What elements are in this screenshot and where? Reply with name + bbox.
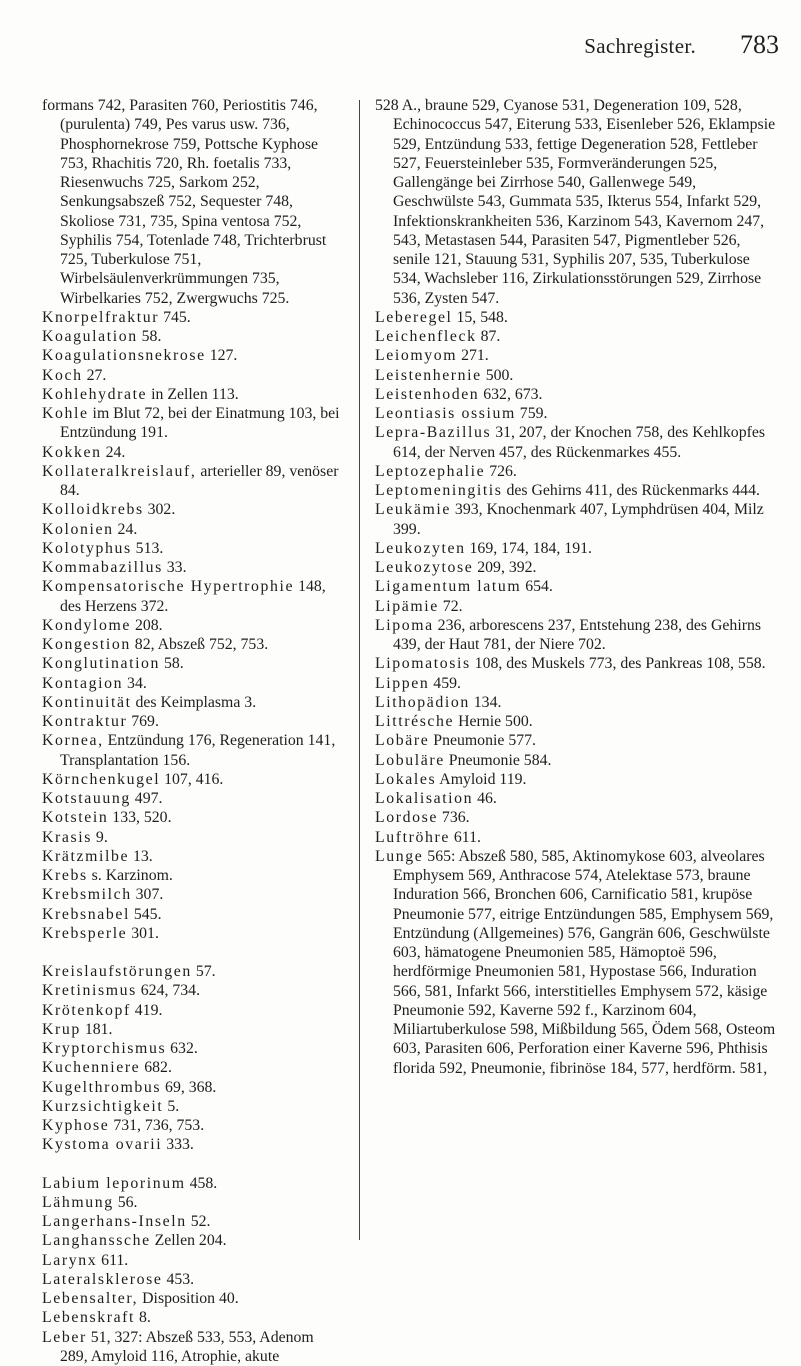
- entry-headword: Kohlehydrate: [42, 386, 147, 403]
- entry-headword: Langhanssche: [42, 1232, 151, 1249]
- entry-headword: Kryptorchismus: [42, 1040, 166, 1057]
- index-entry: [42, 1212, 342, 1231]
- entry-references: 82, Abszeß 752, 753.: [131, 636, 268, 653]
- entry-references: 56.: [114, 1194, 138, 1211]
- index-entry: [42, 674, 342, 693]
- index-entry: [42, 616, 342, 635]
- entry-references: 500.: [482, 367, 514, 384]
- index-entry: [375, 731, 780, 750]
- entry-headword: Kohle: [42, 405, 89, 422]
- index-entry: [375, 558, 780, 577]
- entry-references: 301.: [127, 925, 159, 942]
- entry-headword: Ligamentum latum: [375, 578, 521, 595]
- entry-headword: Leukämie: [375, 501, 451, 518]
- entry-headword: Krätzmilbe: [42, 848, 129, 865]
- entry-headword: Kolloidkrebs: [42, 501, 144, 518]
- entry-references: 208.: [131, 617, 163, 634]
- entry-references: s. Karzinom.: [88, 867, 173, 884]
- entry-headword: Leistenhoden: [375, 386, 479, 403]
- entry-headword: Kommabazillus: [42, 559, 163, 576]
- index-entry: [375, 808, 780, 827]
- index-entry: [42, 731, 342, 770]
- entry-references: 51, 327: Abszeß 533, 553, Adenom 289, Amyloid 116, Atrophie, akute: [60, 1329, 314, 1365]
- index-entry: [375, 327, 780, 346]
- entry-references: 458.: [186, 1175, 218, 1192]
- index-entry: [42, 1135, 342, 1154]
- entry-headword: Leberegel: [375, 309, 453, 326]
- entry-headword: Kuchenniere: [42, 1059, 140, 1076]
- index-entry: [375, 674, 780, 693]
- index-entry: [42, 654, 342, 673]
- entry-references: 8.: [135, 1309, 151, 1326]
- entry-references: 759.: [516, 405, 548, 422]
- entry-headword: Krebsperle: [42, 925, 127, 942]
- entry-headword: Krasis: [42, 829, 92, 846]
- index-entry: [42, 693, 342, 712]
- entry-headword: Littrésche: [375, 713, 454, 730]
- index-entry: [42, 962, 342, 981]
- entry-references: 34.: [123, 675, 147, 692]
- entry-headword: Labium leporinum: [42, 1175, 186, 1192]
- entry-references: 24.: [102, 444, 126, 461]
- entry-references: Pneumonie 584.: [445, 752, 552, 769]
- index-entry: [42, 770, 342, 789]
- index-entry: [42, 712, 342, 731]
- entry-headword: Kompensatorische Hypertrophie: [42, 578, 294, 595]
- entry-references: Disposition 40.: [138, 1290, 239, 1307]
- entry-references: 52.: [187, 1213, 211, 1230]
- index-entry: [375, 577, 780, 596]
- index-entry: [375, 616, 780, 655]
- entry-headword: Leukozyten: [375, 540, 466, 557]
- index-entry: [42, 847, 342, 866]
- index-entry: [42, 577, 342, 616]
- entry-references: 33.: [163, 559, 187, 576]
- entry-references: arterieller 89, venöser 84.: [60, 463, 338, 499]
- entry-headword: Lipoma: [375, 617, 434, 634]
- entry-references: 611.: [97, 1252, 128, 1269]
- index-entry: [42, 981, 342, 1000]
- entry-headword: Lobuläre: [375, 752, 445, 769]
- entry-references: 148, des Herzens 372.: [60, 578, 326, 614]
- entry-references: 134.: [470, 694, 502, 711]
- entry-references: 133, 520.: [108, 809, 171, 826]
- entry-headword: Krebs: [42, 867, 88, 884]
- entry-headword: Koagulationsnekrose: [42, 347, 206, 364]
- entry-references: 27.: [83, 367, 107, 384]
- index-entry: [42, 1270, 342, 1289]
- entry-headword: Leber: [42, 1329, 87, 1346]
- entry-headword: Krup: [42, 1021, 81, 1038]
- entry-references: 302.: [144, 501, 176, 518]
- entry-headword: Lepra-Bazillus: [375, 424, 491, 441]
- index-entry: [375, 481, 780, 500]
- index-entry: [42, 1289, 342, 1308]
- entry-headword: Kolonien: [42, 521, 114, 538]
- entry-references: 333.: [162, 1136, 194, 1153]
- entry-references: 726.: [485, 463, 517, 480]
- entry-references: 15, 548.: [453, 309, 508, 326]
- index-entry: [42, 443, 342, 462]
- index-entry: [42, 520, 342, 539]
- index-entry: [375, 385, 780, 404]
- entry-headword: Lunge: [375, 848, 423, 865]
- entry-headword: Lobäre: [375, 732, 429, 749]
- entry-headword: Lebenskraft: [42, 1309, 135, 1326]
- entry-references: Hernie 500.: [454, 713, 533, 730]
- index-entry: [42, 1058, 342, 1077]
- index-entry: [42, 346, 342, 365]
- entry-headword: Kystoma ovarii: [42, 1136, 162, 1153]
- entry-references: 393, Knochenmark 407, Lymphdrüsen 404, Milz 399.: [393, 501, 764, 537]
- entry-references: 632, 673.: [479, 386, 542, 403]
- entry-references: 513.: [132, 540, 164, 557]
- entry-references: 31, 207, der Knochen 758, des Kehlkopfes 614, der Nerven 457, des Rückenmarkes 455.: [393, 424, 765, 460]
- index-entry: [42, 828, 342, 847]
- entry-references: 46.: [473, 790, 497, 807]
- entry-references: 565: Abszeß 580, 585, Aktinomykose 603, alveolares Emphysem 569, Anthracose 574, Atelektase 573, braune Induration 566, Bronchen 606, Carnificatio 581, krupöse Pneumonie 577, eitrige Entzündungen 585, Emphysem 569, Entzündung (Allgemeines) 576, Gangrän 606, Geschwülste 603, hämatogene Pneumonien 585, Hämoptoë 596, herdförmige Pneumonien 581, Hypostase 566, Induration 566, 581, Infarkt 566, interstitielles Emphysem 572, käsige Pneumonie 592, Kaverne 592 f., Karzinom 604, Miliartuberkulose 598, Mißbildung 565, Ödem 568, Osteom 603, Parasiten 606, Perforation einer Kaverne 596, Phthisis florida 592, Pneumonie, fibrinöse 184, 577, herdförm. 581,: [393, 848, 775, 1077]
- index-entry: [42, 308, 342, 327]
- entry-references: 107, 416.: [160, 771, 223, 788]
- column-divider: [359, 100, 360, 1240]
- entry-headword: Langerhans-Inseln: [42, 1213, 187, 1230]
- entry-headword: Lähmung: [42, 1194, 114, 1211]
- entry-references: 769.: [127, 713, 159, 730]
- entry-references: 72.: [439, 598, 463, 615]
- index-entry: [42, 1193, 342, 1212]
- section-gap: [42, 943, 342, 962]
- entry-references: Pneumonie 577.: [429, 732, 536, 749]
- section-gap: [42, 1155, 342, 1174]
- entry-references: im Blut 72, bei der Einatmung 103, bei Entzündung 191.: [60, 405, 340, 441]
- index-entry: [42, 1116, 342, 1135]
- entry-references: 545.: [130, 906, 162, 923]
- entry-headword: Lithopädion: [375, 694, 470, 711]
- entry-headword: Kretinismus: [42, 982, 137, 999]
- entry-headword: Krebsnabel: [42, 906, 130, 923]
- entry-references: 453.: [163, 1271, 195, 1288]
- entry-references: 271.: [457, 347, 489, 364]
- index-entry: [42, 866, 342, 885]
- index-entry: [42, 385, 342, 404]
- entry-headword: Kontinuität: [42, 694, 132, 711]
- entry-references: 236, arborescens 237, Entstehung 238, des Gehirns 439, der Haut 781, der Niere 702.: [393, 617, 761, 653]
- entry-references: Amyloid 119.: [436, 771, 526, 788]
- index-entry: [42, 327, 342, 346]
- index-entry: [42, 1251, 342, 1270]
- entry-references: Entzündung 176, Regeneration 141, Transplantation 156.: [60, 732, 335, 768]
- entry-headword: Leistenhernie: [375, 367, 482, 384]
- entry-headword: Kreislaufstörungen: [42, 963, 192, 980]
- entry-references: 87.: [477, 328, 501, 345]
- entry-headword: Kotstauung: [42, 790, 131, 807]
- index-entry: [42, 1328, 342, 1366]
- right-column: [375, 96, 780, 1078]
- entry-headword: Kotstein: [42, 809, 108, 826]
- index-entry: [375, 847, 780, 1078]
- index-entry: [375, 423, 780, 462]
- index-entry: [375, 712, 780, 731]
- entry-references: Zellen 204.: [151, 1232, 227, 1249]
- entry-headword: Kontraktur: [42, 713, 127, 730]
- page-number: 783: [740, 30, 779, 60]
- index-entry: [42, 558, 342, 577]
- entry-references: in Zellen 113.: [147, 386, 239, 403]
- entry-references: 528 A., braune 529, Cyanose 531, Degeneration 109, 528, Echinococcus 547, Eiterung 533, Eisenleber 526, Eklampsie 529, Entzündung 533, fettige Degeneration 528, Fettleber 527, Feuersteinleber 535, Formveränderungen 525, Gallengänge bei Zirrhose 540, Gallenwege 549, Geschwülste 543, Gummata 535, Ikterus 554, Infarkt 529, Infektionskrankheiten 536, Karzinom 543, Kavernom 247, 543, Metastasen 544, Parasiten 547, Pigmentleber 526, senile 121, Stauung 531, Syphilis 207, 535, Tuberkulose 534, Wachsleber 116, Zirkulationsstörungen 529, Zirrhose 536, Zysten 547.: [375, 97, 775, 307]
- index-entry: [375, 828, 780, 847]
- entry-references: 497.: [131, 790, 163, 807]
- index-entry: [42, 924, 342, 943]
- entry-headword: Koagulation: [42, 328, 138, 345]
- entry-references: 654.: [521, 578, 553, 595]
- index-entry: [42, 1174, 342, 1193]
- index-entry: [375, 597, 780, 616]
- entry-headword: Lebensalter,: [42, 1290, 138, 1307]
- index-entry: [42, 539, 342, 558]
- index-entry: [375, 693, 780, 712]
- entry-headword: Lateralsklerose: [42, 1271, 163, 1288]
- entry-headword: Leontiasis ossium: [375, 405, 516, 422]
- index-entry: [375, 346, 780, 365]
- index-entry: [42, 789, 342, 808]
- entry-headword: Larynx: [42, 1252, 97, 1269]
- index-entry: [375, 789, 780, 808]
- entry-references: 682.: [140, 1059, 172, 1076]
- entry-headword: Konglutination: [42, 655, 160, 672]
- running-header: [0, 28, 801, 58]
- index-entry: [375, 539, 780, 558]
- entry-references: 181.: [81, 1021, 113, 1038]
- index-entry: [42, 1097, 342, 1116]
- entry-references: des Gehirns 411, des Rückenmarks 444.: [503, 482, 760, 499]
- entry-headword: Knorpelfraktur: [42, 309, 159, 326]
- index-entry: [42, 1231, 342, 1250]
- entry-headword: Lipomatosis: [375, 655, 471, 672]
- entry-headword: Kongestion: [42, 636, 131, 653]
- entry-references: 108, des Muskels 773, des Pankreas 108, 558.: [471, 655, 766, 672]
- entry-headword: Lippen: [375, 675, 429, 692]
- entry-references: 57.: [192, 963, 216, 980]
- index-entry: [375, 366, 780, 385]
- index-entry: [375, 462, 780, 481]
- entry-headword: Lipämie: [375, 598, 439, 615]
- entry-headword: Lokales: [375, 771, 436, 788]
- entry-headword: Leptomeningitis: [375, 482, 503, 499]
- entry-headword: Leukozytose: [375, 559, 473, 576]
- index-entry: [375, 770, 780, 789]
- entry-headword: Kolotyphus: [42, 540, 132, 557]
- index-entry: [42, 366, 342, 385]
- entry-headword: Kondylome: [42, 617, 131, 634]
- entry-headword: Kontagion: [42, 675, 123, 692]
- entry-headword: Koch: [42, 367, 83, 384]
- entry-headword: Lordose: [375, 809, 438, 826]
- entry-references: 58.: [138, 328, 162, 345]
- entry-references: 611.: [450, 829, 481, 846]
- entry-references: 307.: [132, 886, 164, 903]
- entry-headword: Krötenkopf: [42, 1002, 131, 1019]
- entry-references: 459.: [429, 675, 461, 692]
- index-entry: [42, 1020, 342, 1039]
- entry-references: formans 742, Parasiten 760, Periostitis 746, (purulenta) 749, Pes varus usw. 736, Phosphornekrose 759, Pottsche Kyphose 753, Rhachitis 720, Rh. foetalis 733, Riesenwuchs 725, Sarkom 252, Senkungsabszeß 752, Sequester 748, Skoliose 731, 735, Spina ventosa 752, Syphilis 754, Totenlade 748, Trichterbrust 725, Tuberkulose 751, Wirbelsäulenverkrümmungen 735, Wirbelkaries 752, Zwergwuchs 725.: [42, 97, 326, 307]
- entry-headword: Luftröhre: [375, 829, 450, 846]
- entry-headword: Kyphose: [42, 1117, 109, 1134]
- entry-headword: Körnchenkugel: [42, 771, 160, 788]
- entry-references: 731, 736, 753.: [109, 1117, 204, 1134]
- entry-headword: Kornea,: [42, 732, 104, 749]
- index-entry: [375, 500, 780, 539]
- entry-headword: Lokalisation: [375, 790, 473, 807]
- index-entry: [42, 635, 342, 654]
- index-entry: [42, 462, 342, 501]
- index-entry: [42, 885, 342, 904]
- index-entry: [42, 500, 342, 519]
- entry-headword: Kollateralkreislauf,: [42, 463, 196, 480]
- entry-headword: Kurzsichtigkeit: [42, 1098, 163, 1115]
- index-entry: [42, 1039, 342, 1058]
- entry-references: 5.: [163, 1098, 179, 1115]
- entry-references: 419.: [131, 1002, 163, 1019]
- index-entry: [42, 808, 342, 827]
- entry-headword: Krebsmilch: [42, 886, 132, 903]
- index-entry: [42, 404, 342, 443]
- entry-headword: Kugelthrombus: [42, 1079, 161, 1096]
- entry-references: 69, 368.: [161, 1079, 216, 1096]
- entry-references: des Keimplasma 3.: [132, 694, 257, 711]
- entry-references: 24.: [114, 521, 138, 538]
- entry-references: 736.: [438, 809, 470, 826]
- index-entry: [375, 654, 780, 673]
- entry-headword: Leichenfleck: [375, 328, 477, 345]
- index-entry: [375, 96, 780, 308]
- index-entry: [42, 96, 342, 308]
- index-entry: [42, 1308, 342, 1327]
- entry-headword: Leptozephalie: [375, 463, 485, 480]
- entry-references: 624, 734.: [137, 982, 200, 999]
- entry-references: 209, 392.: [473, 559, 536, 576]
- entry-headword: Kokken: [42, 444, 102, 461]
- entry-headword: Leiomyom: [375, 347, 457, 364]
- left-column: [42, 96, 342, 1366]
- index-entry: [375, 308, 780, 327]
- header-title: Sachregister.: [584, 34, 696, 59]
- index-entry: [42, 1001, 342, 1020]
- entry-references: 127.: [206, 347, 238, 364]
- entry-references: 169, 174, 184, 191.: [466, 540, 592, 557]
- index-entry: [42, 905, 342, 924]
- index-entry: [375, 751, 780, 770]
- entry-references: 632.: [166, 1040, 198, 1057]
- index-entry: [42, 1078, 342, 1097]
- entry-references: 745.: [159, 309, 191, 326]
- index-entry: [375, 404, 780, 423]
- entry-references: 9.: [92, 829, 108, 846]
- entry-references: 58.: [160, 655, 184, 672]
- entry-references: 13.: [129, 848, 153, 865]
